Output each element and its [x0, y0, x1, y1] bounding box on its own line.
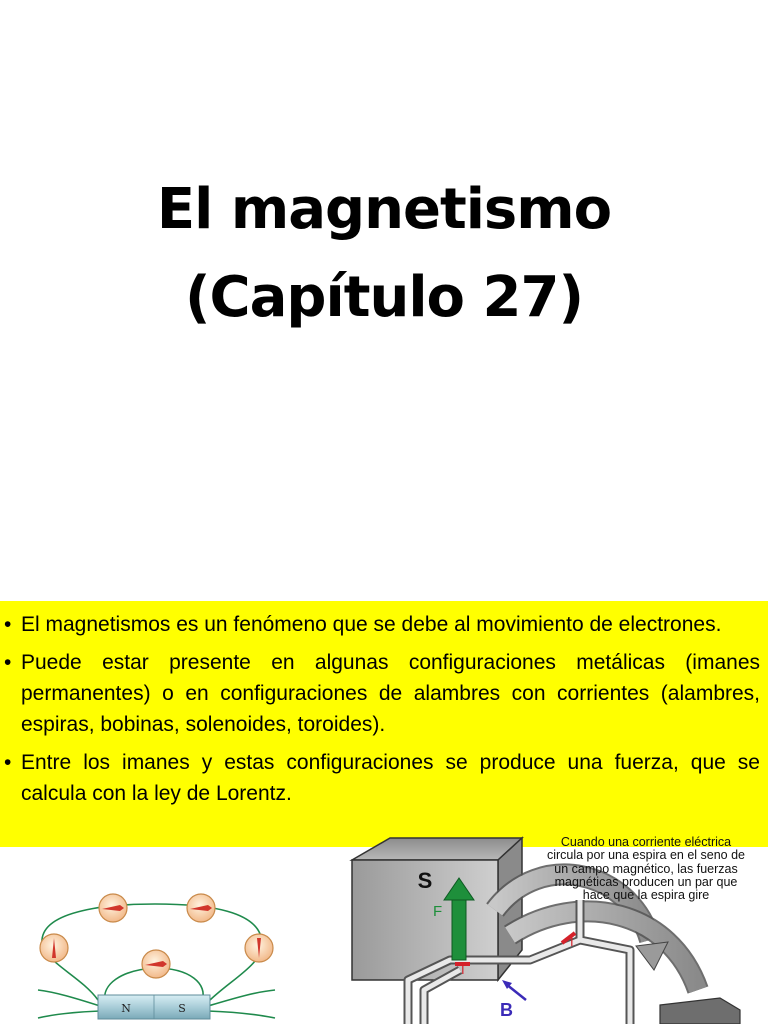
- bullet-text: Puede estar presente en algunas configuraciones metálicas (imanes permanentes) o en configuraciones de alambres con corrientes (alambres, espiras, bobinas, solenoides, toroides).: [21, 651, 760, 736]
- bullet-dot-icon: •: [4, 613, 12, 636]
- current-label-1: I: [461, 962, 465, 977]
- bullet-box: [0, 601, 768, 847]
- bullet-dot-icon: •: [4, 651, 12, 674]
- current-label-2: I: [570, 934, 574, 949]
- bullet-item: [4, 647, 760, 740]
- magnet-south-label: S: [178, 1002, 186, 1015]
- bullet-item: [4, 609, 760, 640]
- slide-title-line2: (Capítulo 27): [184, 265, 584, 330]
- bar-magnet-field-icon: [30, 880, 300, 1024]
- force-label: F: [433, 903, 443, 920]
- magnet-north-label: N: [121, 1002, 131, 1015]
- pole-south-label: S: [417, 868, 433, 893]
- current-loop-motor-icon: [330, 830, 768, 1024]
- bullet-item: [4, 747, 760, 809]
- figure-caption: Cuando una corriente eléctrica circula por una espira en el seno de un campo magnético, las fuerzas magnéticas producen un par que hace que la espira gire: [546, 835, 746, 903]
- bullet-text: Entre los imanes y estas configuraciones se produce una fuerza, que se calcula con la ley de Lorentz.: [21, 751, 760, 805]
- bullet-dot-icon: •: [4, 751, 12, 774]
- field-label: B: [500, 1000, 513, 1020]
- slide-title-line1: El magnetismo: [156, 177, 612, 242]
- bullet-text: El magnetismos es un fenómeno que se debe al movimiento de electrones.: [21, 613, 722, 636]
